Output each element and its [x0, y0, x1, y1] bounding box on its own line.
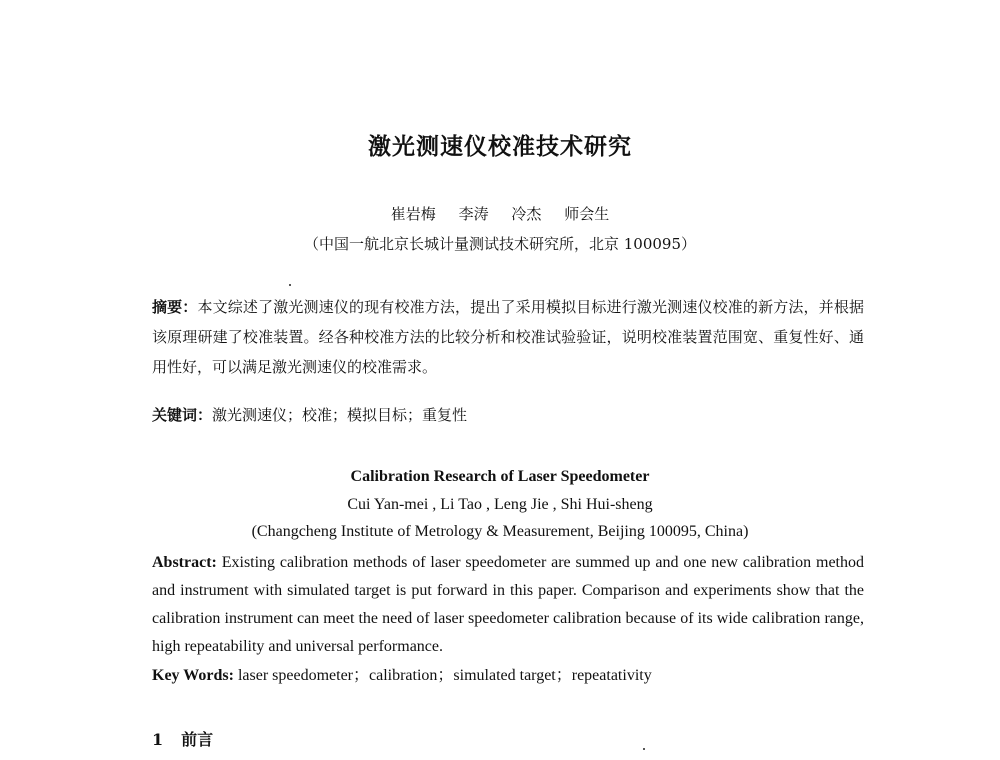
- chinese-keywords-label: 关键词：: [152, 406, 213, 424]
- english-authors: Cui Yan-mei , Li Tao , Leng Jie , Shi Hui-sheng: [347, 496, 653, 513]
- english-abstract: [152, 549, 864, 661]
- chinese-abstract: [152, 292, 864, 382]
- english-affiliation: (Changcheng Institute of Metrology & Measurement, Beijing 100095, China): [251, 523, 749, 540]
- chinese-title: 激光测速仪校准技术研究: [368, 133, 632, 160]
- chinese-affiliation: （中国一航北京长城计量测试技术研究所，北京 100095）: [303, 235, 697, 253]
- english-keywords-label: Key Words:: [152, 667, 234, 684]
- chinese-abstract-text: 本文综述了激光测速仪的现有校准方法，提出了采用模拟目标进行激光测速仪校准的新方法，并根据该原理研建了校准装置。经各种校准方法的比较分析和校准试验验证，说明校准装置范围宽、重复性好、通用性好，可以满足激光测速仪的校准需求。: [152, 298, 864, 376]
- author-name: 李涛: [458, 205, 489, 223]
- section-number: 1: [152, 730, 164, 749]
- chinese-abstract-label: 摘要：: [152, 298, 198, 316]
- section-heading: [152, 727, 213, 750]
- author-name: 师会生: [564, 205, 610, 223]
- chinese-keywords: [152, 400, 864, 430]
- english-keywords: [152, 662, 864, 690]
- scan-speck: [289, 284, 291, 286]
- english-abstract-label: Abstract:: [152, 554, 217, 571]
- english-abstract-text: Existing calibration methods of laser speedometer are summed up and one new calibration method and instrument with simulated target is put forward in this paper. Comparison and experiments show that the calibration instrument can meet the need of laser speedometer calibration because of its wide calibration range, high repeatability and universal performance.: [152, 554, 864, 655]
- chinese-keywords-text: 激光测速仪；校准；模拟目标；重复性: [212, 406, 468, 424]
- english-keywords-text: laser speedometer；calibration；simulated target；repeatativity: [237, 667, 652, 684]
- section-title: 前言: [181, 730, 214, 749]
- english-title: Calibration Research of Laser Speedometer: [350, 468, 650, 485]
- author-name: 崔岩梅: [390, 205, 436, 223]
- author-name: 冷杰: [511, 205, 542, 223]
- scan-speck: [643, 748, 645, 750]
- chinese-authors: [0, 203, 1000, 224]
